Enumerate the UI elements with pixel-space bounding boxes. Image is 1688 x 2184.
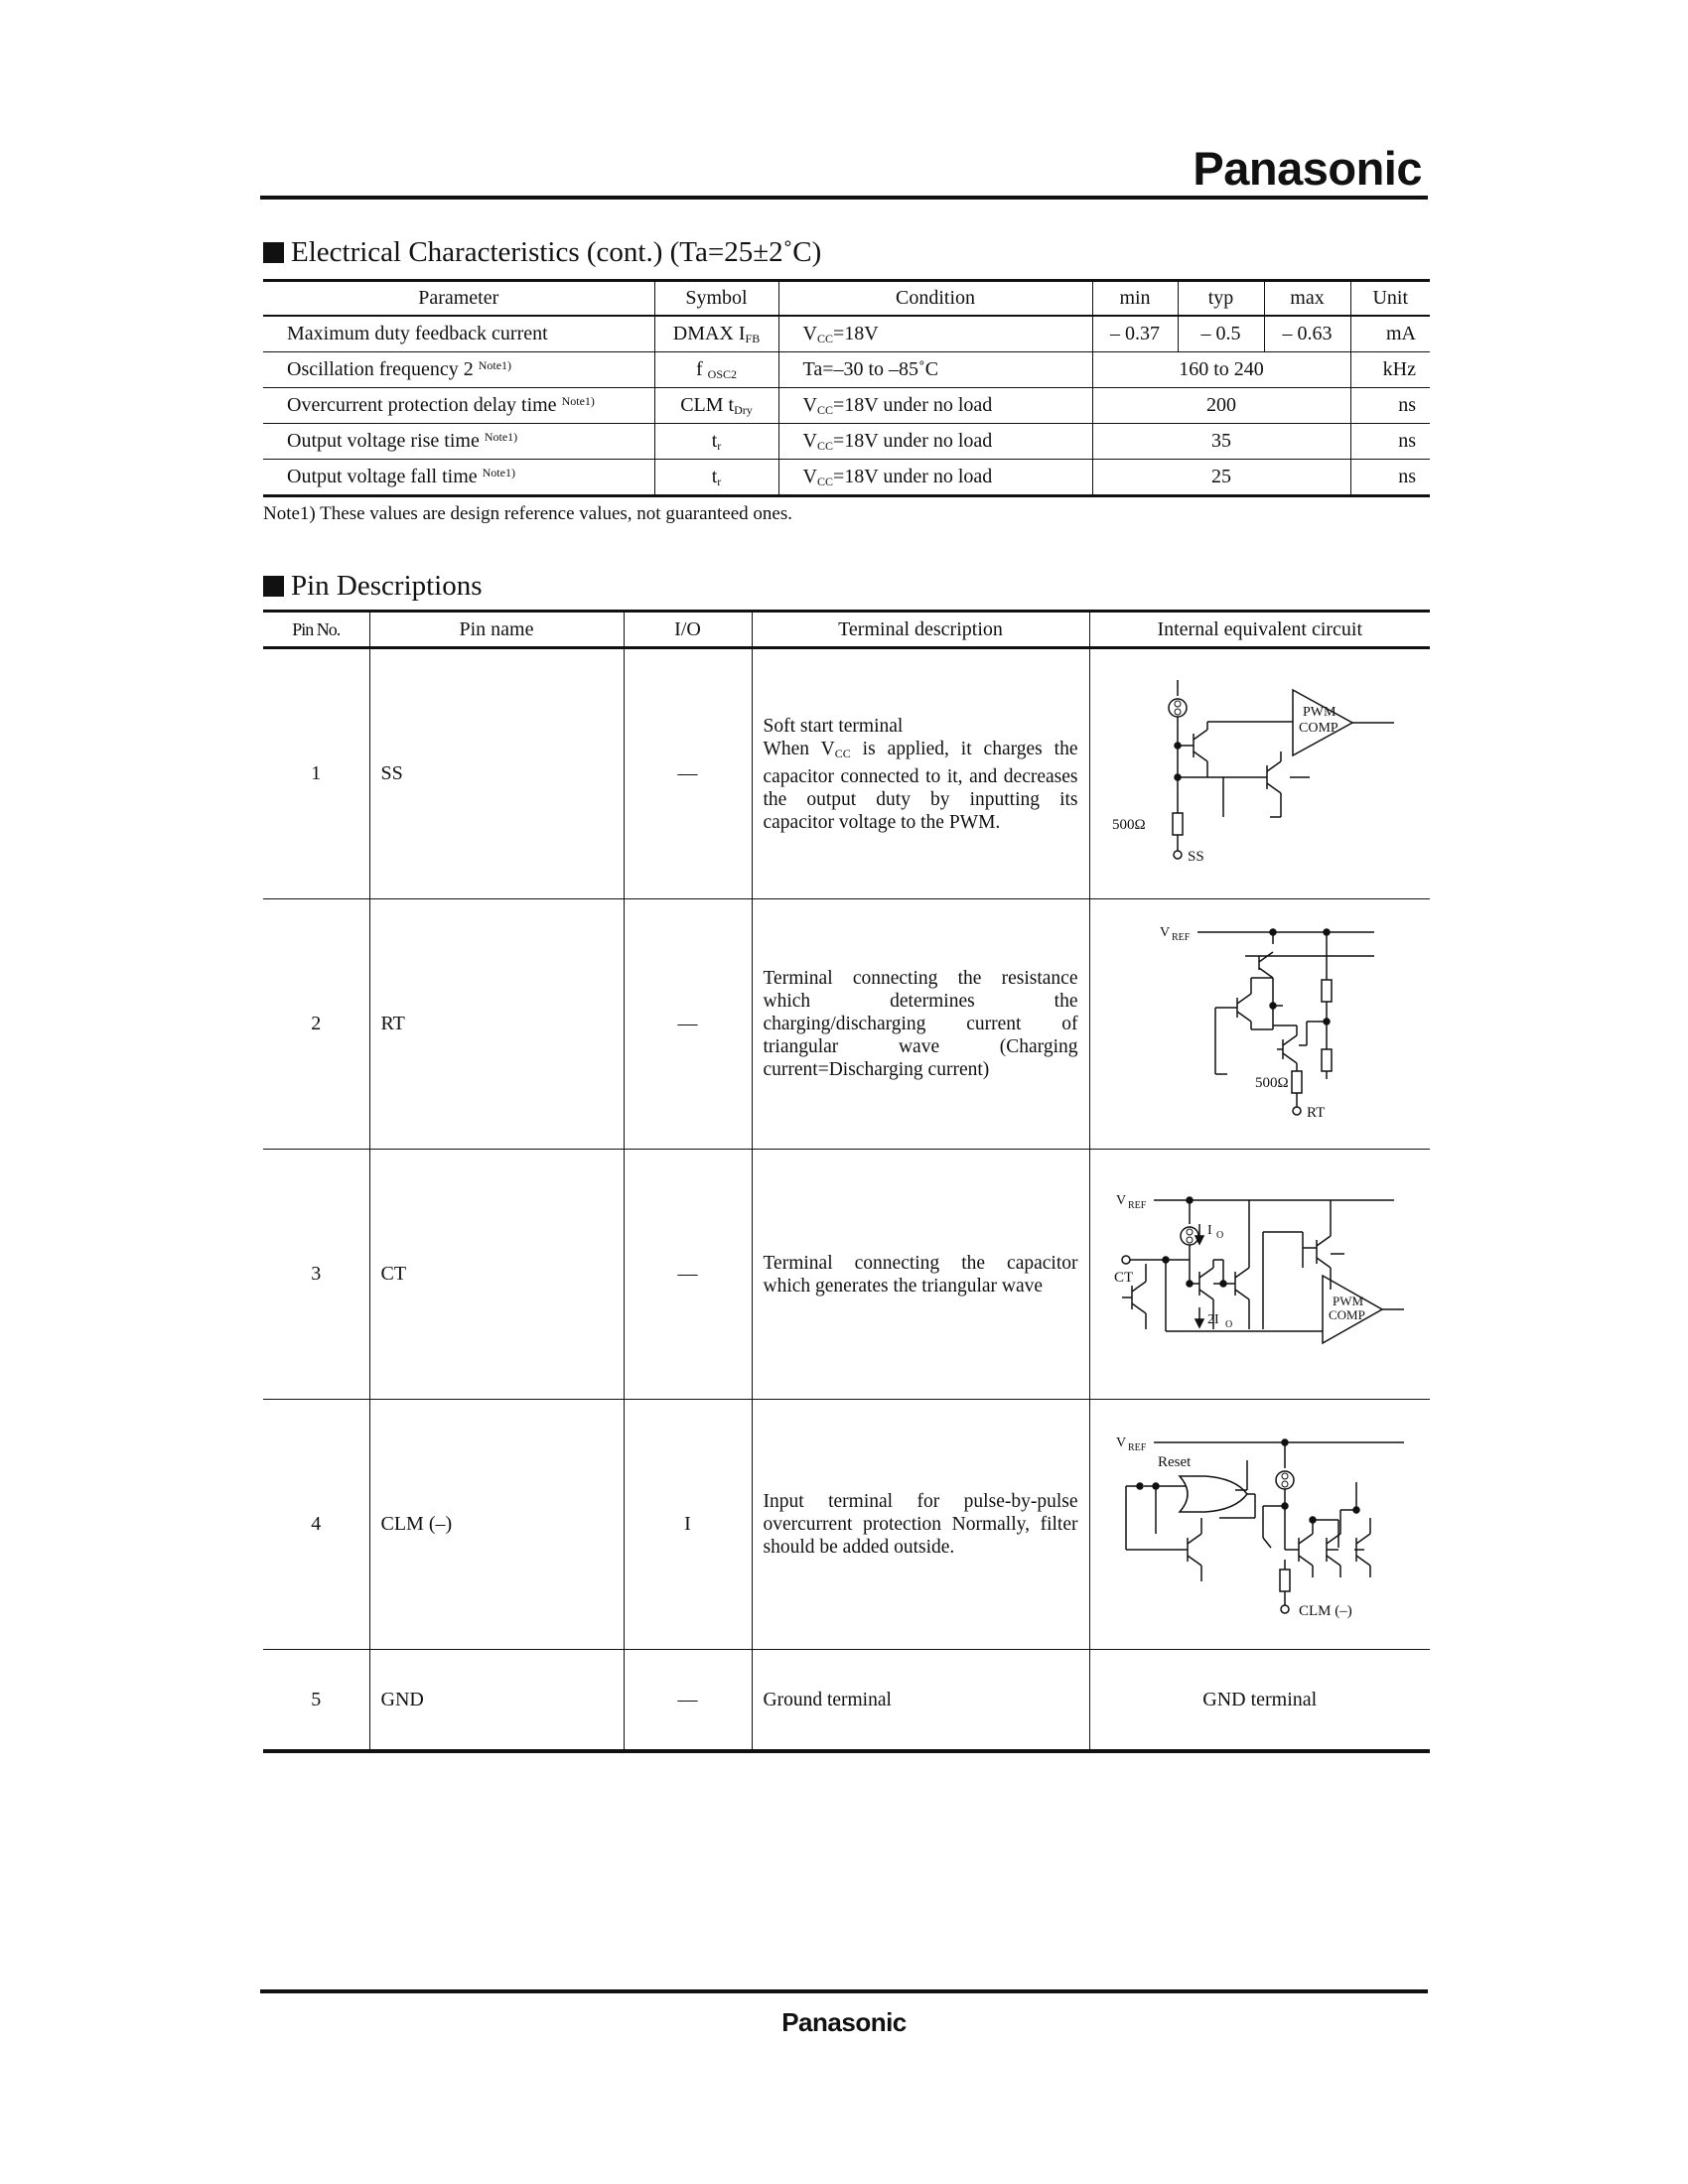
internal-circuit-ct bbox=[1089, 1150, 1430, 1400]
table-header-row bbox=[263, 612, 1430, 648]
condition-cell: $V_{CC}=18V$ bbox=[778, 316, 1092, 352]
svg-text:2I: 2I bbox=[1206, 1311, 1219, 1327]
header-rule bbox=[260, 196, 1428, 200]
value-range-cell: 35 bbox=[1092, 424, 1350, 460]
col-header-unit: Unit bbox=[1350, 281, 1430, 317]
pin-descriptions-title: Pin Descriptions bbox=[263, 570, 483, 603]
internal-circuit-ss bbox=[1089, 648, 1430, 899]
unit-cell: ns bbox=[1350, 460, 1430, 496]
table-header-row bbox=[263, 281, 1430, 317]
typ-cell: – 0.5 bbox=[1178, 316, 1264, 352]
param-cell: Output voltage fall time $^{Note1)}$ bbox=[287, 466, 515, 487]
pin-io: I bbox=[624, 1400, 752, 1650]
col-header-terminal-description: Terminal description bbox=[752, 612, 1089, 648]
pin-description: Input terminal for pulse-by-pulse overcurrent protection Normally, filter should be added outside. bbox=[752, 1400, 1089, 1650]
clm-circuit-diagram bbox=[1096, 1411, 1424, 1639]
electrical-characteristics-title: Electrical Characteristics (cont.) (Ta=25±2˚C) bbox=[263, 236, 821, 269]
svg-text:RT: RT bbox=[1306, 1104, 1326, 1121]
pin-descriptions-table bbox=[263, 610, 1430, 1753]
pin-name: SS bbox=[369, 648, 624, 899]
symbol-cell: DMAX $I_{FB}$ bbox=[654, 316, 778, 352]
value-range-cell: 25 bbox=[1092, 460, 1350, 496]
col-header-io: I/O bbox=[624, 612, 752, 648]
svg-text:PWM: PWM bbox=[1332, 1293, 1363, 1308]
condition-cell: $V_{CC}=18V$ under no load bbox=[778, 388, 1092, 424]
col-header-parameter: Parameter bbox=[263, 281, 654, 317]
electrical-characteristics-table bbox=[263, 279, 1430, 497]
svg-text:CLM (–): CLM (–) bbox=[1298, 1602, 1352, 1619]
table-row bbox=[263, 316, 1430, 352]
col-header-min: min bbox=[1092, 281, 1178, 317]
col-header-symbol: Symbol bbox=[654, 281, 778, 317]
pin-number: 5 bbox=[311, 1688, 322, 1710]
symbol-cell: $t_r$ bbox=[654, 460, 778, 496]
svg-text:500Ω: 500Ω bbox=[1111, 816, 1146, 833]
param-cell: Output voltage rise time $^{Note1)}$ bbox=[263, 424, 654, 460]
pin-name: CT bbox=[369, 1150, 624, 1400]
panasonic-logo-top: Panasonic bbox=[1193, 142, 1422, 195]
symbol-cell: f $_{OSC2}$ bbox=[654, 352, 778, 388]
pin-number: 1 bbox=[263, 648, 369, 899]
col-header-pin-no: Pin No. bbox=[263, 612, 369, 648]
svg-text:SS: SS bbox=[1187, 848, 1204, 865]
table-row bbox=[263, 1150, 1430, 1400]
table-row bbox=[263, 648, 1430, 899]
min-cell: – 0.37 bbox=[1092, 316, 1178, 352]
pin-io: — bbox=[624, 648, 752, 899]
col-header-typ: typ bbox=[1178, 281, 1264, 317]
table-row bbox=[263, 1400, 1430, 1650]
table-row bbox=[263, 460, 1430, 496]
pin-description: Soft start terminal When $V_{CC}$ is applied, it charges the capacitor connected to it, and decreases the output duty by inputting its capacitor voltage to the PWM. bbox=[752, 648, 1089, 899]
unit-cell: ns bbox=[1350, 424, 1430, 460]
pin-number: 4 bbox=[263, 1400, 369, 1650]
pin-description: Ground terminal bbox=[752, 1650, 1089, 1752]
svg-text:O: O bbox=[1224, 1318, 1232, 1330]
rt-circuit-diagram bbox=[1096, 910, 1424, 1139]
footer-rule bbox=[260, 1989, 1428, 1993]
condition-cell: Ta=–30 to –85˚C bbox=[778, 352, 1092, 388]
unit-cell: mA bbox=[1350, 316, 1430, 352]
internal-circuit-rt bbox=[1089, 899, 1430, 1150]
ct-circuit-diagram bbox=[1096, 1160, 1424, 1389]
internal-circuit-clm bbox=[1089, 1400, 1430, 1650]
svg-text:COMP: COMP bbox=[1298, 720, 1338, 736]
max-cell: – 0.63 bbox=[1264, 316, 1350, 352]
pin-name: CLM (–) bbox=[369, 1400, 624, 1650]
footnote: Note1) These values are design reference values, not guaranteed ones. bbox=[263, 503, 793, 524]
param-cell: Oscillation frequency 2 $^{Note1)}$ bbox=[263, 352, 654, 388]
col-header-max: max bbox=[1264, 281, 1350, 317]
symbol-cell: CLM $t_{Dry}$ bbox=[654, 388, 778, 424]
section-bullet-icon bbox=[263, 242, 284, 263]
pin-io: — bbox=[624, 1650, 752, 1752]
table-row bbox=[263, 899, 1430, 1150]
unit-cell: kHz bbox=[1350, 352, 1430, 388]
svg-text:V: V bbox=[1115, 1192, 1126, 1208]
col-header-condition: Condition bbox=[778, 281, 1092, 317]
svg-text:V: V bbox=[1159, 924, 1170, 940]
col-header-internal-circuit: Internal equivalent circuit bbox=[1089, 612, 1430, 648]
param-cell: Overcurrent protection delay time $^{Note1)}$ bbox=[263, 388, 654, 424]
svg-text:REF: REF bbox=[1127, 1199, 1147, 1211]
section-bullet-icon bbox=[263, 576, 284, 597]
symbol-cell: $t_r$ bbox=[654, 424, 778, 460]
table-row bbox=[263, 424, 1430, 460]
panasonic-logo-bottom: Panasonic bbox=[781, 2007, 907, 2037]
table-row bbox=[263, 352, 1430, 388]
pin-name: RT bbox=[369, 899, 624, 1150]
svg-text:REF: REF bbox=[1171, 931, 1191, 943]
svg-text:I: I bbox=[1206, 1222, 1212, 1238]
pin-number: 3 bbox=[263, 1150, 369, 1400]
unit-cell: ns bbox=[1350, 388, 1430, 424]
pin-number: 2 bbox=[263, 899, 369, 1150]
svg-text:PWM: PWM bbox=[1302, 704, 1336, 720]
pin-name: GND bbox=[369, 1650, 624, 1752]
pin-io: — bbox=[624, 899, 752, 1150]
table-row bbox=[263, 1650, 1430, 1752]
col-header-pin-name: Pin name bbox=[369, 612, 624, 648]
svg-text:COMP: COMP bbox=[1328, 1306, 1365, 1322]
value-range-cell: 160 to 240 bbox=[1092, 352, 1350, 388]
pin-description: Terminal connecting the resistance which determines the charging/discharging current of triangular wave (Charging current=Discharging current) bbox=[752, 899, 1089, 1150]
condition-cell: $V_{CC}=18V$ under no load bbox=[778, 460, 1092, 496]
table-row bbox=[263, 388, 1430, 424]
value-range-cell: 200 bbox=[1092, 388, 1350, 424]
svg-text:V: V bbox=[1115, 1434, 1126, 1450]
pin-io: — bbox=[624, 1150, 752, 1400]
internal-circuit-gnd: GND terminal bbox=[1089, 1650, 1430, 1752]
pin-description: Terminal connecting the capacitor which generates the triangular wave bbox=[752, 1150, 1089, 1400]
svg-text:REF: REF bbox=[1127, 1441, 1147, 1453]
svg-text:Reset: Reset bbox=[1157, 1453, 1192, 1470]
svg-text:CT: CT bbox=[1113, 1269, 1133, 1286]
svg-text:O: O bbox=[1215, 1229, 1223, 1241]
svg-text:500Ω: 500Ω bbox=[1254, 1074, 1289, 1091]
condition-cell: $V_{CC}=18V$ under no load bbox=[778, 424, 1092, 460]
ss-circuit-diagram bbox=[1096, 660, 1424, 888]
param-cell: Maximum duty feedback current bbox=[263, 316, 654, 352]
